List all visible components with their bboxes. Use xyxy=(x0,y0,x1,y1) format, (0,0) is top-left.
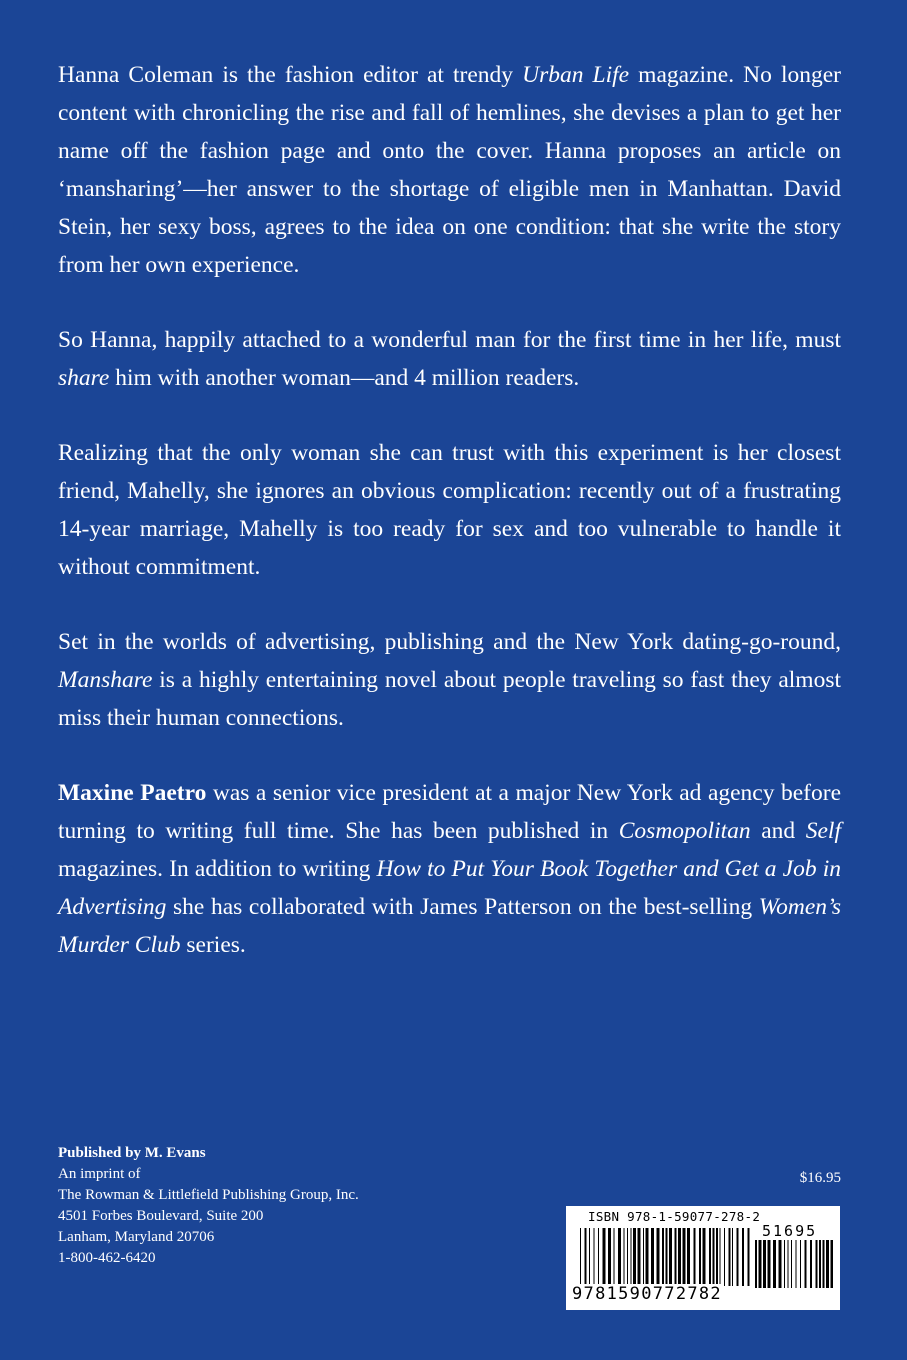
barcode-bar xyxy=(763,1240,766,1288)
barcode-bar xyxy=(598,1228,599,1286)
author-name: Maxine Paetro xyxy=(58,780,207,806)
barcode-bar xyxy=(585,1228,587,1286)
barcode-bar xyxy=(669,1228,672,1286)
publisher-info xyxy=(58,1143,359,1269)
barcode-bar xyxy=(819,1240,821,1288)
publishing-group: The Rowman & Littlefield Publishing Group, Inc. xyxy=(58,1187,359,1203)
barcode-bar xyxy=(627,1228,628,1286)
barcode-bar xyxy=(678,1228,681,1286)
blurb-paragraph-2 xyxy=(58,321,841,397)
barcode-bar xyxy=(675,1228,677,1286)
barcode-bar xyxy=(800,1240,801,1288)
barcode-bar xyxy=(709,1228,711,1286)
magazine-title: Urban Life xyxy=(522,62,630,88)
text: she has collaborated with James Patterson on the best-selling xyxy=(166,894,759,920)
barcode-bar xyxy=(732,1228,733,1286)
text: is a highly entertaining novel about people traveling so fast they almost miss their human connections. xyxy=(58,667,841,731)
price-label: $16.95 xyxy=(799,1170,841,1186)
barcode-bar xyxy=(603,1228,606,1286)
imprint-of: An imprint of xyxy=(58,1166,141,1182)
barcode-bar xyxy=(720,1228,721,1286)
barcode-bar xyxy=(779,1240,782,1288)
barcode-bar xyxy=(748,1228,750,1286)
text: Set in the worlds of advertising, publishing and the New York dating-go-round, xyxy=(58,629,841,655)
barcode-bar xyxy=(737,1228,739,1286)
publisher-address: 4501 Forbes Boulevard, Suite 200 xyxy=(58,1208,264,1224)
barcode-bar xyxy=(773,1240,776,1288)
barcode-bar xyxy=(796,1240,797,1288)
barcode-bar xyxy=(580,1228,581,1286)
isbn-barcode xyxy=(566,1206,840,1310)
blurb-paragraph-4 xyxy=(58,623,841,737)
text: him with another woman—and 4 million readers. xyxy=(109,365,580,391)
barcode-bar xyxy=(633,1228,636,1286)
series-title: Women’s Murder Club xyxy=(58,894,841,958)
barcode-bar xyxy=(614,1228,615,1286)
barcode-bar xyxy=(651,1228,654,1286)
ean-digits xyxy=(572,1284,722,1304)
back-cover-blurb xyxy=(58,56,841,1001)
emphasis: share xyxy=(58,365,110,391)
barcode-bar xyxy=(826,1240,829,1288)
text: magazines. In addition to writing xyxy=(58,856,377,882)
blurb-paragraph-1 xyxy=(58,56,841,284)
ean-barcode-bars xyxy=(580,1228,752,1286)
barcode-bar xyxy=(631,1228,632,1286)
barcode-bar xyxy=(729,1228,731,1286)
barcode-bar xyxy=(646,1228,649,1286)
barcode-bar xyxy=(699,1228,701,1286)
text: was a senior vice president at a major New York ad agency before turning to writing full time. She has been published in xyxy=(58,780,842,844)
published-by: Published by M. Evans xyxy=(58,1145,206,1161)
isbn-label: ISBN 978-1-59077-278-2 xyxy=(588,1209,761,1224)
barcode-bar xyxy=(759,1240,762,1288)
barcode-bar xyxy=(589,1228,590,1286)
barcode-bar xyxy=(768,1240,771,1288)
barcode-bar xyxy=(643,1228,644,1286)
text: series. xyxy=(180,932,246,958)
barcode-bar xyxy=(608,1228,611,1286)
magazine-title: Self xyxy=(805,818,841,844)
barcode-bar xyxy=(810,1240,812,1288)
barcode-bar xyxy=(831,1240,834,1288)
blurb-paragraph-3: Realizing that the only woman she can trust with this experiment is her closest friend, Mahelly, she ignores an obvious complication: recently out of a frustrating 14-year marriage, Mahelly is too ready for sex and too vulnerable to handle it without commitment. xyxy=(58,440,841,580)
barcode-bar xyxy=(716,1228,718,1286)
barcode-bar xyxy=(784,1240,785,1288)
barcode-bar xyxy=(638,1228,641,1286)
barcode-bar xyxy=(703,1228,706,1286)
barcode-bar xyxy=(724,1228,725,1286)
barcode-bar xyxy=(683,1228,686,1286)
addon-barcode-bars xyxy=(755,1240,835,1288)
barcode-bar xyxy=(666,1228,668,1286)
barcode-bar xyxy=(694,1228,696,1286)
text: and xyxy=(750,818,806,844)
book-title: How to Put Your Book Together and Get a Job in Advertising xyxy=(58,856,841,920)
barcode-bar xyxy=(624,1228,625,1286)
barcode-bar xyxy=(657,1228,660,1286)
barcode-bar xyxy=(618,1228,621,1286)
barcode-bar xyxy=(791,1240,792,1288)
barcode-bar xyxy=(755,1240,757,1288)
publisher-phone: 1-800-462-6420 xyxy=(58,1250,156,1266)
barcode-bar xyxy=(816,1240,818,1288)
magazine-title: Cosmopolitan xyxy=(618,818,751,844)
barcode-bar xyxy=(594,1228,595,1286)
ean-digits-text: 9781590772782 xyxy=(572,1284,722,1304)
barcode-bar xyxy=(823,1240,825,1288)
author-bio xyxy=(58,774,841,964)
barcode-bar xyxy=(788,1240,789,1288)
publisher-city: Lanham, Maryland 20706 xyxy=(58,1229,215,1245)
price-addon-digits: 51695 xyxy=(762,1222,818,1240)
barcode-bar xyxy=(662,1228,664,1286)
barcode-bar xyxy=(805,1240,807,1288)
text: Hanna Coleman is the fashion editor at trendy xyxy=(58,62,523,88)
text: So Hanna, happily attached to a wonderful man for the first time in her life, must xyxy=(58,327,841,353)
text: magazine. No longer content with chronicling the rise and fall of hemlines, she devises a plan to get her name off the fashion page and onto the cover. Hanna proposes an article on ‘mansharing’—her answer to the shortage of eligible men in Manhattan. David Stein, her sexy boss, agrees to the idea on one condition: that she write the story from her own experience. xyxy=(58,62,841,278)
barcode-bar xyxy=(713,1228,715,1286)
barcode-bar xyxy=(687,1228,690,1286)
book-title: Manshare xyxy=(58,667,153,693)
barcode-bar xyxy=(742,1228,744,1286)
